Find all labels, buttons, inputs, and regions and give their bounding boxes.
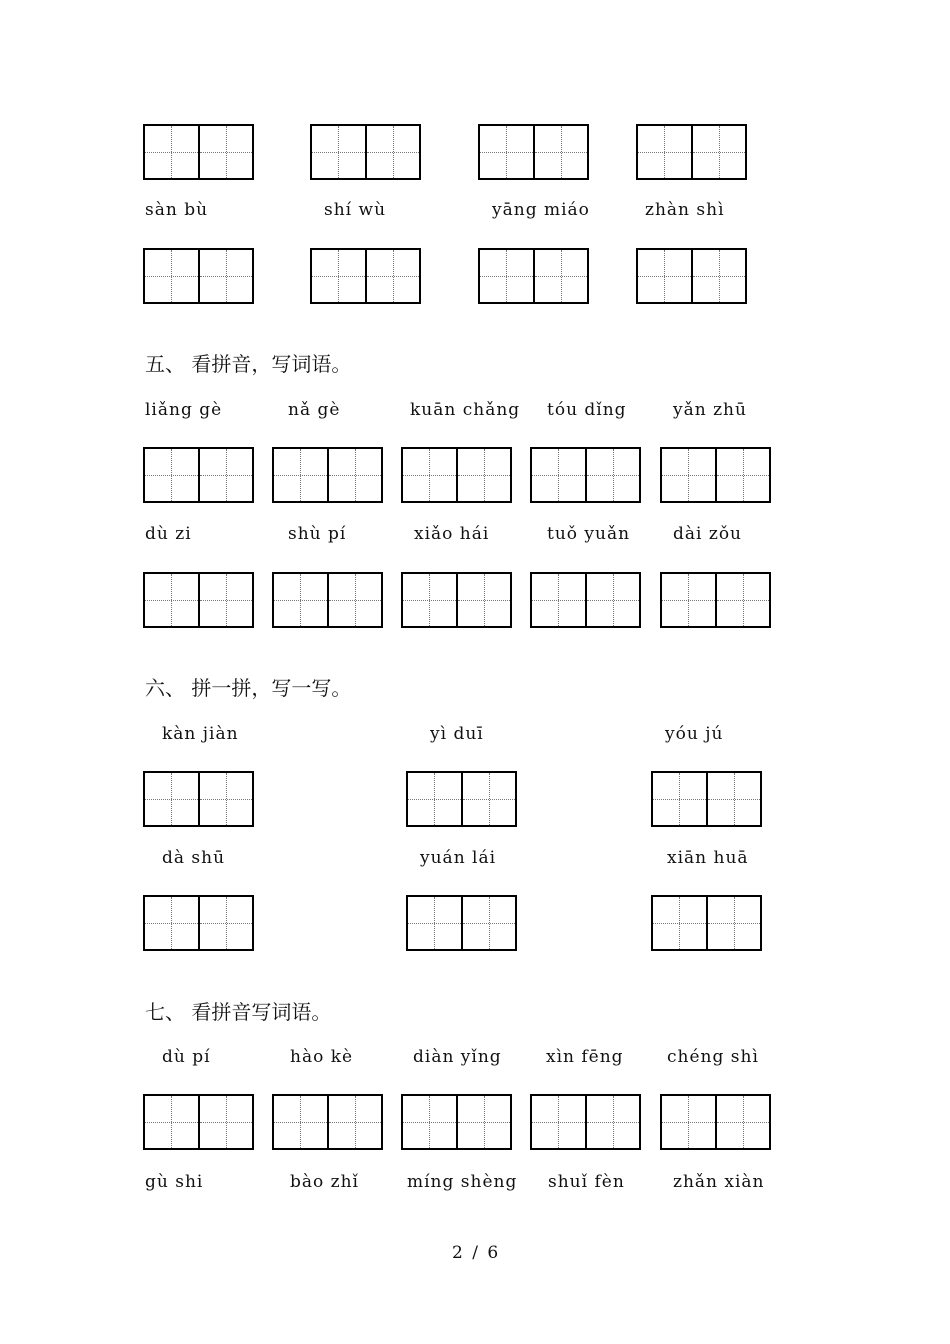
- pinyin-label: shù pí: [288, 524, 347, 544]
- pinyin-label: yì duī: [430, 724, 484, 744]
- writing-grid[interactable]: [272, 572, 383, 628]
- pinyin-label: yāng miáo: [492, 200, 590, 220]
- writing-grid[interactable]: [636, 248, 747, 304]
- pinyin-label: yóu jú: [665, 724, 724, 744]
- pinyin-label: shuǐ fèn: [548, 1172, 625, 1192]
- writing-grid[interactable]: [651, 771, 762, 827]
- section-heading: 七、 看拼音写词语。: [145, 1000, 332, 1024]
- pinyin-label: dù pí: [162, 1047, 211, 1067]
- pinyin-label: dài zǒu: [673, 524, 742, 544]
- pinyin-label: míng shèng: [407, 1172, 518, 1192]
- writing-grid[interactable]: [660, 1094, 771, 1150]
- writing-grid[interactable]: [143, 572, 254, 628]
- pinyin-label: liǎng gè: [145, 400, 223, 420]
- writing-grid[interactable]: [636, 124, 747, 180]
- pinyin-label: kuān chǎng: [410, 400, 521, 420]
- writing-grid[interactable]: [478, 248, 589, 304]
- pinyin-label: xiǎo hái: [414, 524, 490, 544]
- writing-grid[interactable]: [310, 124, 421, 180]
- writing-grid[interactable]: [406, 895, 517, 951]
- writing-grid[interactable]: [143, 447, 254, 503]
- pinyin-label: tóu dǐng: [547, 400, 627, 420]
- pinyin-label: zhǎn xiàn: [673, 1172, 765, 1192]
- writing-grid[interactable]: [478, 124, 589, 180]
- pinyin-label: hào kè: [290, 1047, 354, 1067]
- page-number: 2 / 6: [452, 1243, 501, 1263]
- writing-grid[interactable]: [143, 895, 254, 951]
- pinyin-label: yuán lái: [420, 848, 497, 868]
- writing-grid[interactable]: [310, 248, 421, 304]
- writing-grid[interactable]: [401, 572, 512, 628]
- pinyin-label: nǎ gè: [288, 400, 341, 420]
- pinyin-label: sàn bù: [145, 200, 209, 220]
- writing-grid[interactable]: [660, 447, 771, 503]
- writing-grid[interactable]: [143, 771, 254, 827]
- pinyin-label: kàn jiàn: [162, 724, 239, 744]
- writing-grid[interactable]: [530, 572, 641, 628]
- pinyin-label: tuǒ yuǎn: [547, 524, 631, 544]
- pinyin-label: yǎn zhū: [673, 400, 747, 420]
- writing-grid[interactable]: [651, 895, 762, 951]
- pinyin-label: dà shū: [162, 848, 226, 868]
- writing-grid[interactable]: [143, 1094, 254, 1150]
- writing-grid[interactable]: [530, 447, 641, 503]
- pinyin-label: xiān huā: [667, 848, 749, 868]
- writing-grid[interactable]: [401, 447, 512, 503]
- pinyin-label: dù zi: [145, 524, 192, 544]
- pinyin-label: xìn fēng: [546, 1047, 624, 1067]
- pinyin-label: chéng shì: [667, 1047, 759, 1067]
- section-heading: 六、 拼一拼，写一写。: [145, 676, 352, 700]
- writing-grid[interactable]: [143, 124, 254, 180]
- pinyin-label: gù shi: [145, 1172, 204, 1192]
- writing-grid[interactable]: [272, 1094, 383, 1150]
- writing-grid[interactable]: [272, 447, 383, 503]
- pinyin-label: bào zhǐ: [290, 1172, 359, 1192]
- writing-grid[interactable]: [401, 1094, 512, 1150]
- section-heading: 五、 看拼音，写词语。: [145, 352, 352, 376]
- writing-grid[interactable]: [406, 771, 517, 827]
- writing-grid[interactable]: [530, 1094, 641, 1150]
- pinyin-label: zhàn shì: [645, 200, 725, 220]
- pinyin-label: diàn yǐng: [413, 1047, 502, 1067]
- pinyin-label: shí wù: [324, 200, 387, 220]
- writing-grid[interactable]: [143, 248, 254, 304]
- writing-grid[interactable]: [660, 572, 771, 628]
